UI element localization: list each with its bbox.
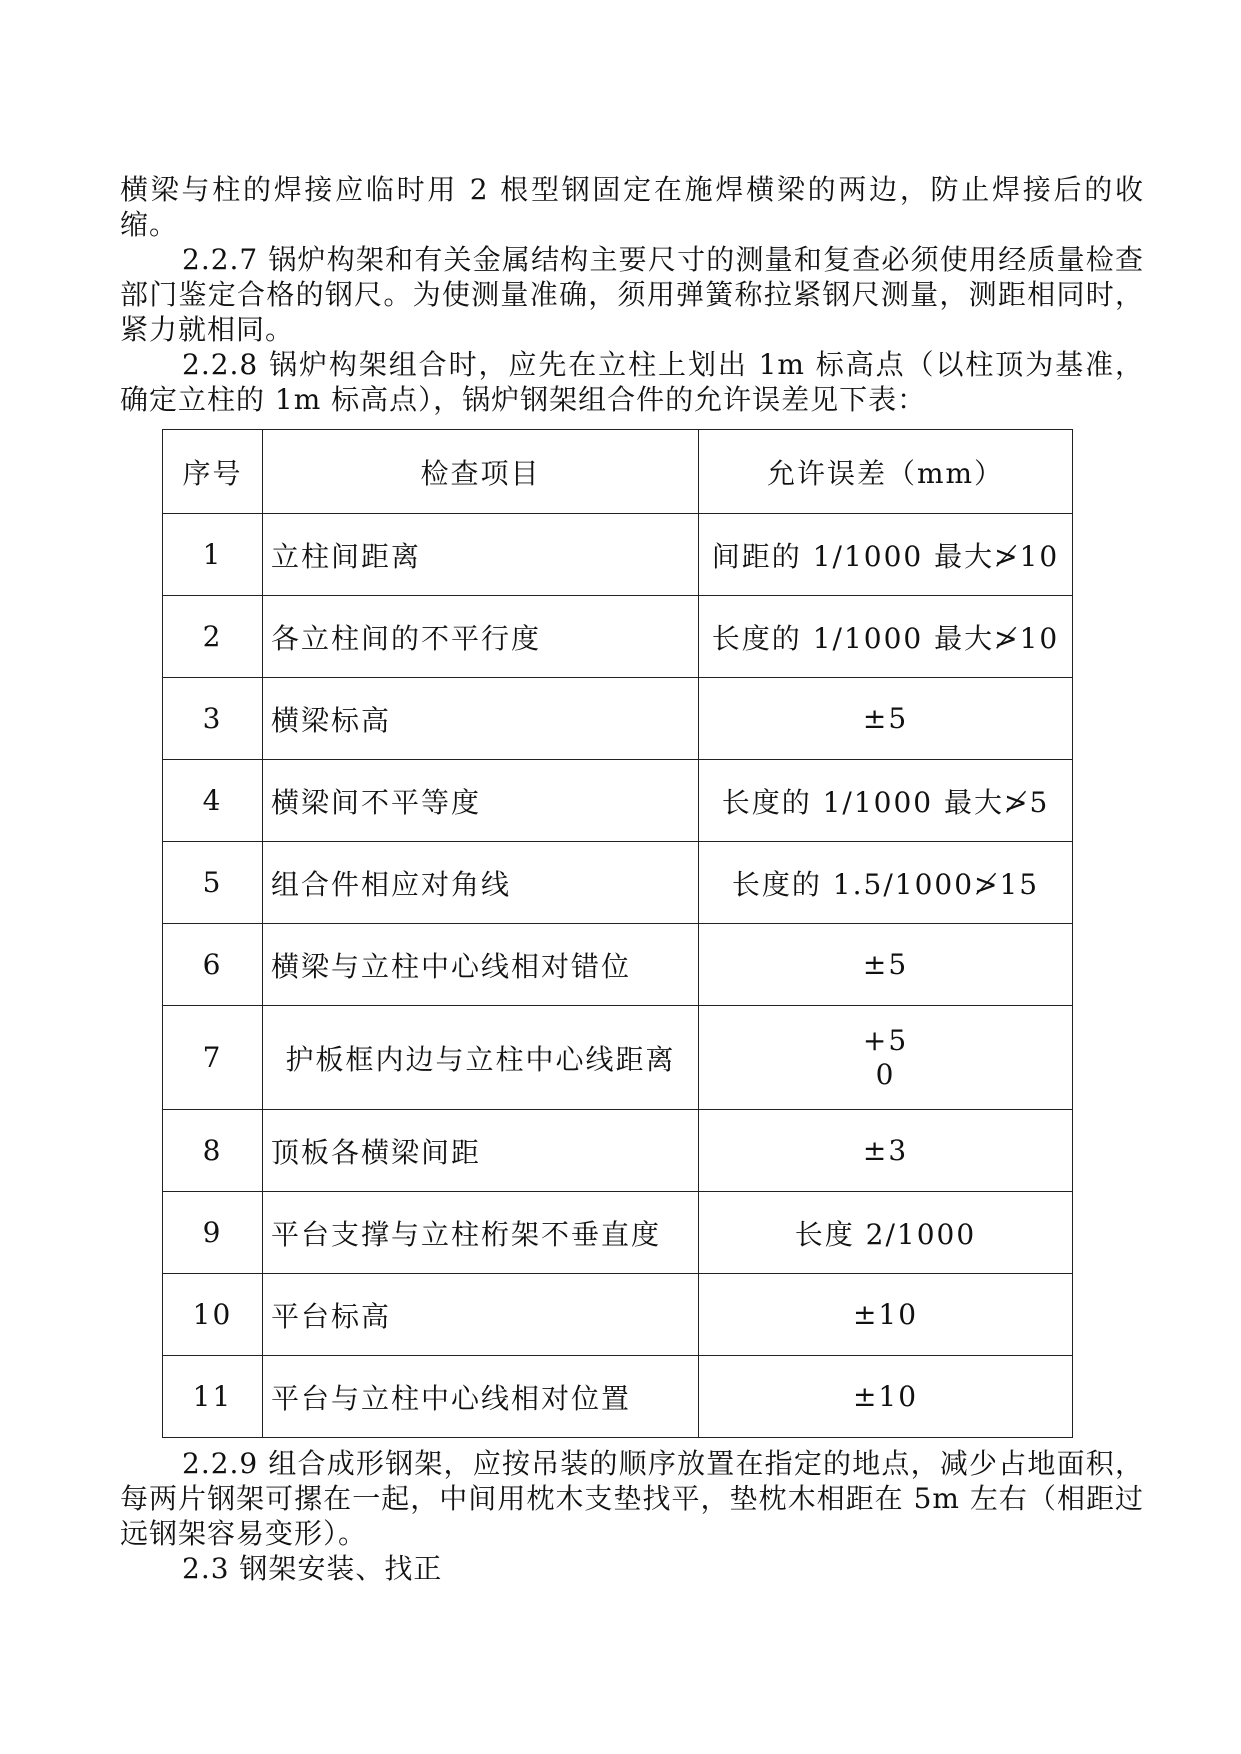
row-tolerance: ±10 bbox=[699, 1274, 1073, 1356]
row-item: 横梁间不平等度 bbox=[263, 760, 699, 842]
tolerance-upper: +5 bbox=[862, 1023, 909, 1057]
row-tolerance bbox=[699, 1006, 1073, 1110]
table-row bbox=[163, 924, 1073, 1006]
row-item: 各立柱间的不平行度 bbox=[263, 596, 699, 678]
row-item: 立柱间距离 bbox=[263, 514, 699, 596]
row-tolerance: ±10 bbox=[699, 1356, 1073, 1438]
paragraph-2-2-7: 2.2.7 锅炉构架和有关金属结构主要尺寸的测量和复查必须使用经质量检查部门鉴定合格的钢尺。为使测量准确，须用弹簧称拉紧钢尺测量，测距相同时，紧力就相同。 bbox=[120, 243, 1144, 346]
row-no: 5 bbox=[163, 842, 263, 924]
row-item: 平台标高 bbox=[263, 1274, 699, 1356]
row-item: 顶板各横梁间距 bbox=[263, 1110, 699, 1192]
header-tolerance: 允许误差（mm） bbox=[699, 430, 1073, 514]
row-item: 横梁标高 bbox=[263, 678, 699, 760]
tolerance-table bbox=[162, 429, 1073, 1438]
row-tolerance: 长度 2/1000 bbox=[699, 1192, 1073, 1274]
row-item: 组合件相应对角线 bbox=[263, 842, 699, 924]
row-item: 横梁与立柱中心线相对错位 bbox=[263, 924, 699, 1006]
row-tolerance: ±3 bbox=[699, 1110, 1073, 1192]
table-row bbox=[163, 1192, 1073, 1274]
table-row bbox=[163, 760, 1073, 842]
row-item: 护板框内边与立柱中心线距离 bbox=[263, 1006, 699, 1110]
paragraph-2-2-8: 2.2.8 锅炉构架组合时，应先在立柱上划出 1m 标高点（以柱顶为基准，确定立柱的 1m 标高点），锅炉钢架组合件的允许误差见下表： bbox=[120, 348, 1144, 416]
row-no: 3 bbox=[163, 678, 263, 760]
row-tolerance: ±5 bbox=[699, 924, 1073, 1006]
tolerance-lower: 0 bbox=[875, 1057, 896, 1091]
row-tolerance: 间距的 1/1000 最大≯10 bbox=[699, 514, 1073, 596]
header-no: 序号 bbox=[163, 430, 263, 514]
paragraph-2-2-9: 2.2.9 组合成形钢架，应按吊装的顺序放置在指定的地点，减少占地面积，每两片钢架可摞在一起，中间用枕木支垫找平，垫枕木相距在 5m 左右（相距过远钢架容易变形）。 bbox=[120, 1447, 1144, 1550]
table-row bbox=[163, 1006, 1073, 1110]
table-row bbox=[163, 596, 1073, 678]
document-page bbox=[120, 172, 1144, 1586]
table-row bbox=[163, 1356, 1073, 1438]
row-tolerance: 长度的 1/1000 最大≯10 bbox=[699, 596, 1073, 678]
table-header-row bbox=[163, 430, 1073, 514]
paragraph-weld-clamping: 横梁与柱的焊接应临时用 2 根型钢固定在施焊横梁的两边，防止焊接后的收缩。 bbox=[120, 173, 1144, 241]
row-tolerance: ±5 bbox=[699, 678, 1073, 760]
row-item: 平台支撑与立柱桁架不垂直度 bbox=[263, 1192, 699, 1274]
row-tolerance: 长度的 1/1000 最大≯5 bbox=[699, 760, 1073, 842]
section-heading-2-3: 2.3 钢架安装、找正 bbox=[182, 1552, 443, 1585]
table-row bbox=[163, 1274, 1073, 1356]
row-no: 7 bbox=[163, 1006, 263, 1110]
table-row bbox=[163, 514, 1073, 596]
row-no: 4 bbox=[163, 760, 263, 842]
row-tolerance: 长度的 1.5/1000≯15 bbox=[699, 842, 1073, 924]
row-no: 6 bbox=[163, 924, 263, 1006]
row-no: 1 bbox=[163, 514, 263, 596]
row-no: 9 bbox=[163, 1192, 263, 1274]
row-item: 平台与立柱中心线相对位置 bbox=[263, 1356, 699, 1438]
row-no: 8 bbox=[163, 1110, 263, 1192]
table-row bbox=[163, 678, 1073, 760]
row-no: 2 bbox=[163, 596, 263, 678]
row-no: 10 bbox=[163, 1274, 263, 1356]
row-no: 11 bbox=[163, 1356, 263, 1438]
table-row bbox=[163, 1110, 1073, 1192]
header-item: 检查项目 bbox=[263, 430, 699, 514]
table-row bbox=[163, 842, 1073, 924]
